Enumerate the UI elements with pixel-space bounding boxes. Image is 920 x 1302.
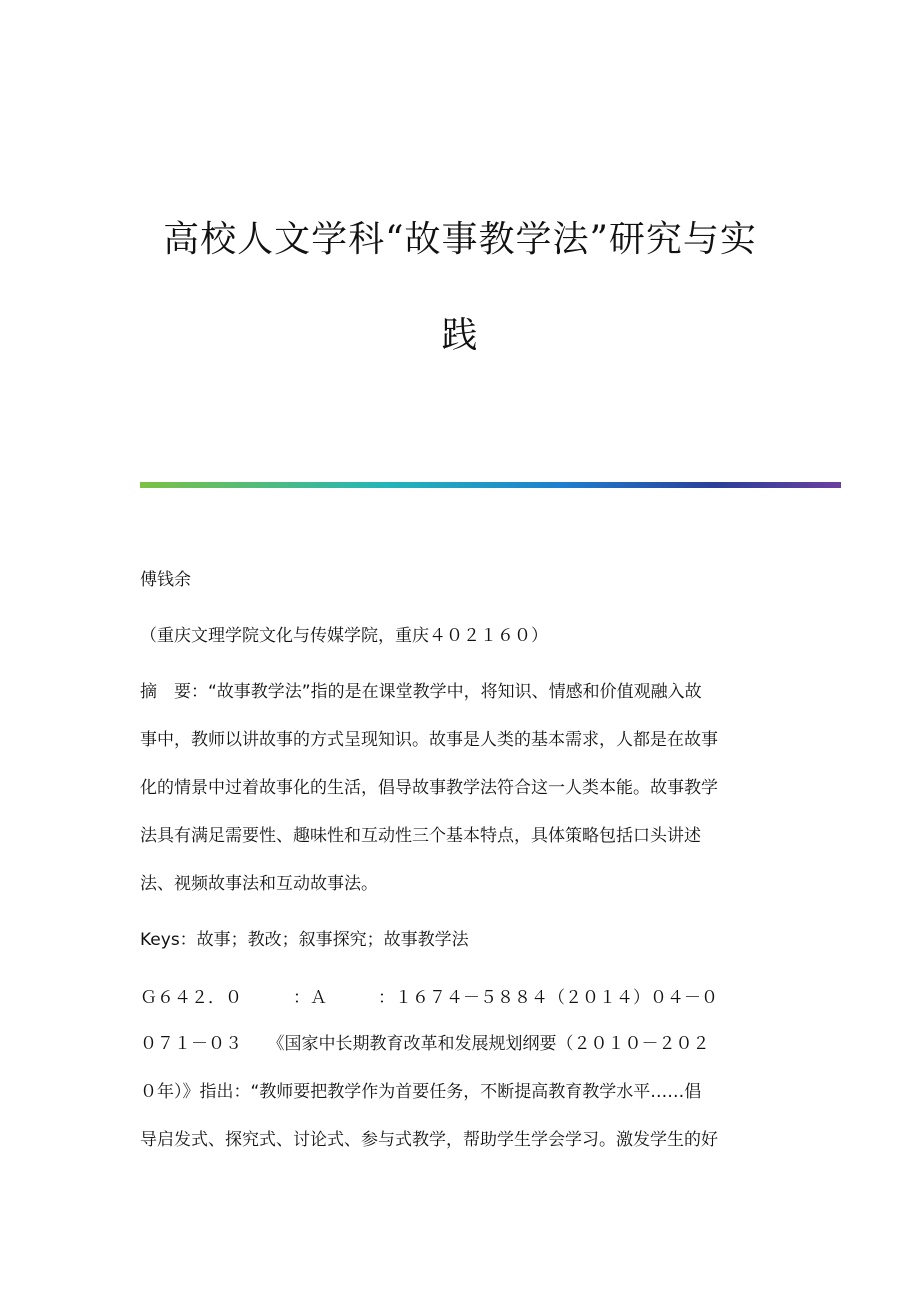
- abstract-line: 事中，教师以讲故事的方式呈现知识。故事是人类的基本需求，人都是在故事: [140, 730, 718, 750]
- gradient-divider: [140, 482, 841, 488]
- author-affiliation: （重庆文理学院文化与传媒学院，重庆４０２１６０）: [140, 626, 548, 646]
- body-line: 导启发式、探究式、讨论式、参与式教学，帮助学生学会学习。激发学生的好: [140, 1130, 718, 1150]
- abstract-line: 化的情景中过着故事化的生活，倡导故事教学法符合这一人类本能。故事教学: [140, 778, 718, 798]
- document-title-line-1: 高校人文学科“故事教学法”研究与实: [163, 219, 757, 260]
- abstract-line: 法、视频故事法和互动故事法。: [140, 874, 378, 894]
- abstract-line: 摘 要：“故事教学法”指的是在课堂教学中，将知识、情感和价值观融入故: [140, 682, 702, 702]
- author-name: 傅钱余: [140, 570, 191, 590]
- keywords-line: Keys：故事；教改；叙事探究；故事教学法: [140, 930, 469, 950]
- document-title-line-2: 践: [441, 315, 479, 356]
- abstract-line: 法具有满足需要性、趣味性和互动性三个基本特点，具体策略包括口头讲述: [140, 826, 701, 846]
- body-line: ０７１－０３ 《国家中长期教育改革和发展规划纲要（２０１０－２０２: [140, 1034, 710, 1054]
- body-line: Ｇ６４２．０ ：Ａ ：１６７４－５８８４（２０１４）０４－０: [140, 988, 718, 1008]
- body-line: ０年）》指出：“教师要把教学作为首要任务，不断提高教育教学水平……倡: [140, 1082, 702, 1102]
